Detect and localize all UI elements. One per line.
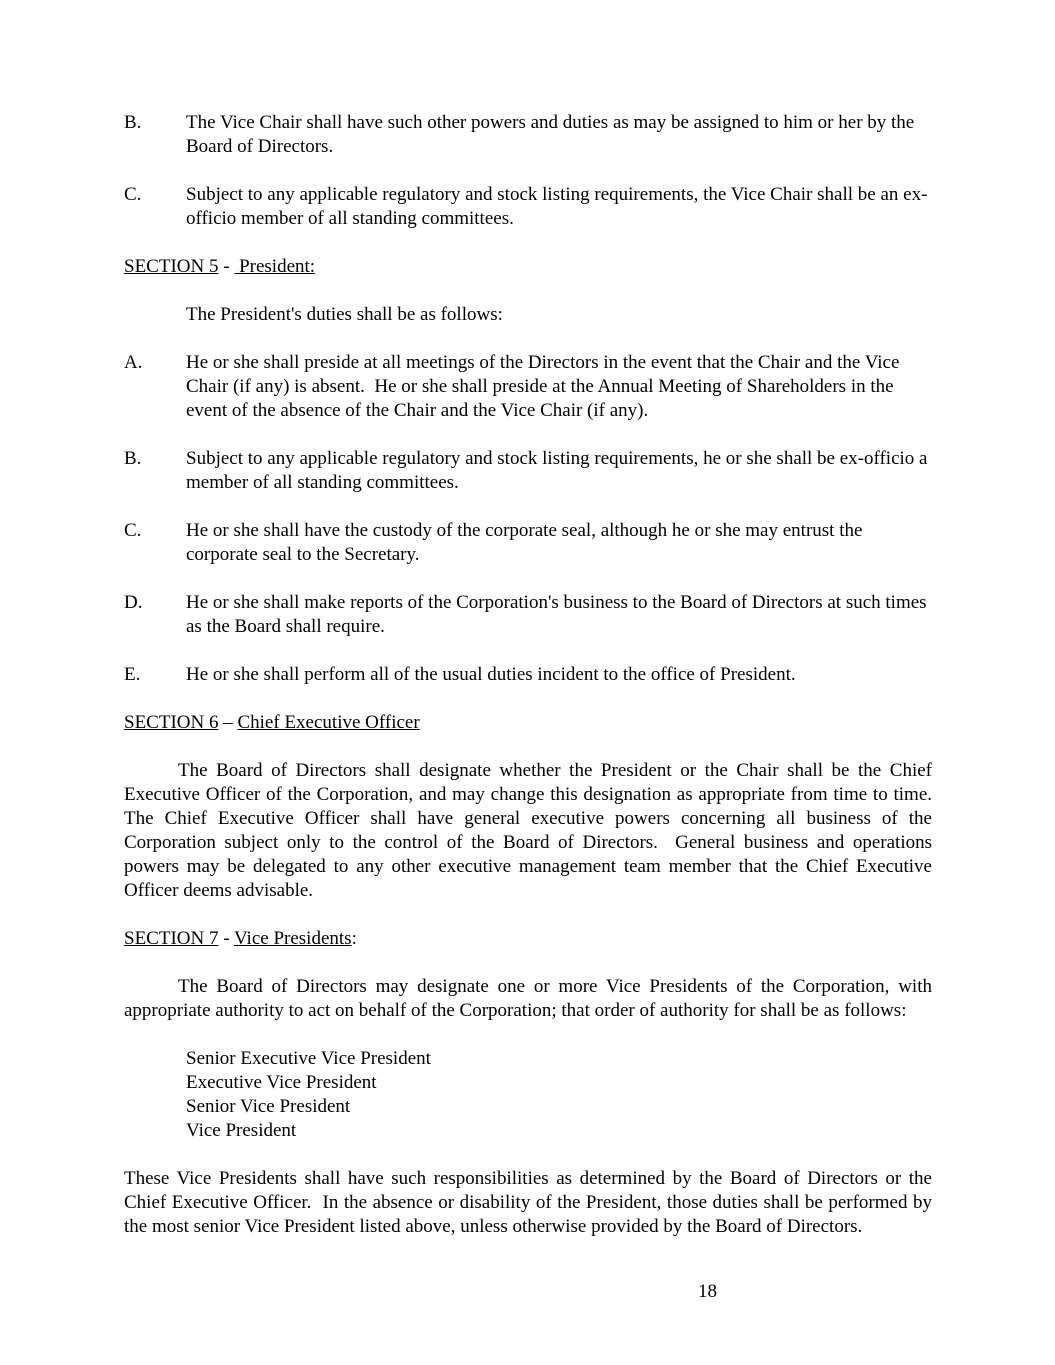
section6-heading [124, 711, 932, 735]
document-page [124, 111, 942, 1239]
item-text: Subject to any applicable regulatory and stock listing requirements, he or she shall be ex-officio a member of all standing committees. [186, 448, 928, 493]
item-text: The Vice Chair shall have such other powers and duties as may be assigned to him or her by the Board of Directors. [186, 112, 915, 157]
section-label: SECTION 6 [124, 712, 219, 733]
section-separator: – [218, 712, 238, 733]
paragraph-text: The Board of Directors shall designate whether the President or the Chair shall be the Chief Executive Officer of the Corporation, and may change this designation as appropriate from time to time. The Chief Executive Officer shall have general executive powers concerning all business of the Corporation subject only to the control of the Board of Directors. General business and operations powers may be delegated to any other executive management team member that the Chief Executive Officer deems advisable. [124, 760, 942, 901]
section5-item-a [124, 351, 932, 423]
item-text: Subject to any applicable regulatory and stock listing requirements, the Vice Chair shall be an ex-officio member of all standing committees. [186, 184, 928, 229]
rank-item: Senior Vice President [186, 1096, 351, 1117]
section7-body [124, 975, 932, 1023]
section-title: Vice Presidents [233, 928, 352, 949]
paragraph-text: The Board of Directors may designate one or more Vice Presidents of the Corporation, with appropriate authority to act on behalf of the Corporation; that order of authority for shall be as follows: [124, 976, 932, 1021]
section7-closing: These Vice Presidents shall have such responsibilities as determined by the Board of Directors or the Chief Executive Officer. In the absence or disability of the President, those duties shall be performed by the most senior Vice President listed above, unless otherwise provided by the Board of Directors. [124, 1168, 937, 1237]
item-letter: D. [124, 592, 143, 613]
item-letter: A. [124, 352, 143, 373]
section-separator: - [218, 256, 235, 277]
page-number: 18 [698, 1281, 717, 1302]
item-letter: B. [124, 448, 142, 469]
vice-president-ranks [124, 1047, 932, 1143]
section5-item-c [124, 519, 932, 567]
section4-item-c [124, 183, 932, 231]
rank-item: Executive Vice President [186, 1072, 377, 1093]
item-letter: C. [124, 520, 142, 541]
section6-body [124, 759, 942, 903]
section-colon: : [351, 928, 357, 949]
section5-item-b [124, 447, 932, 495]
item-text: He or she shall make reports of the Corporation's business to the Board of Directors at such times as the Board shall require. [186, 592, 927, 637]
section-label: SECTION 5 [124, 256, 219, 277]
item-letter: E. [124, 664, 141, 685]
item-letter: B. [124, 112, 142, 133]
section-label: SECTION 7 [124, 928, 219, 949]
rank-item: Vice President [186, 1120, 297, 1141]
item-text: He or she shall preside at all meetings of the Directors in the event that the Chair and the Vice Chair (if any) is absent. He or she shall preside at the Annual Meeting of Shareholders in the event of the absence of the Chair and the Vice Chair (if any). [186, 352, 905, 421]
item-text: He or she shall perform all of the usual duties incident to the office of President. [186, 664, 796, 685]
section5-heading [124, 255, 932, 279]
section7-heading [124, 927, 932, 951]
section-separator: - [218, 928, 234, 949]
section5-intro: The President's duties shall be as follows: [186, 304, 503, 325]
item-letter: C. [124, 184, 142, 205]
section-title: President: [234, 256, 316, 277]
section-title: Chief Executive Officer [237, 712, 420, 733]
section4-item-b [124, 111, 932, 159]
section5-item-d [124, 591, 932, 639]
rank-item: Senior Executive Vice President [186, 1048, 431, 1069]
item-text: He or she shall have the custody of the corporate seal, although he or she may entrust the corporate seal to the Secretary. [186, 520, 863, 565]
section5-item-e [124, 663, 932, 687]
